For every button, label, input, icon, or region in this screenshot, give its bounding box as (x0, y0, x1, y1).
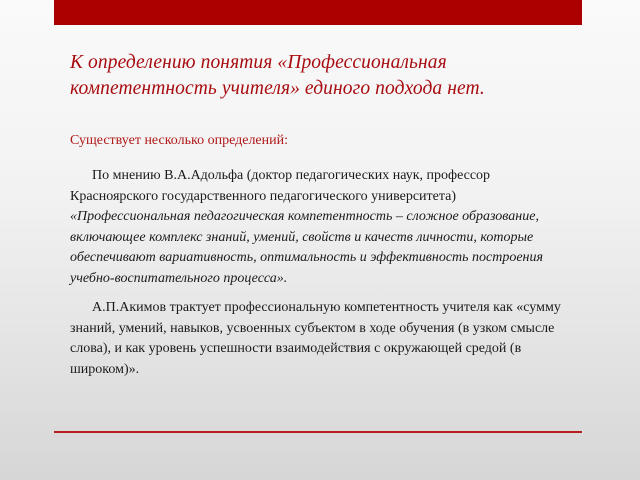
paragraph-akimov-text: А.П.Акимов трактует профессиональную компетентность учителя как «сумму знаний, умений, навыков, усвоенных субъектом в ходе обучения (в узком смысле слова), и как уровень успешности взаимодействия с окружающей средой (в широком)». (70, 300, 561, 377)
slide-title: К определению понятия «Профессиональная компетентность учителя» единого подхода нет. (70, 52, 485, 99)
paragraph-adolf-quote: «Профессиональная педагогическая компетентность – сложное образование, включающее комплекс знаний, умений, свойств и качеств личности, которые обеспечивают вариативность, оптимальность и эффективность построения учебно-воспитательного процесса». (70, 209, 544, 286)
header-accent-bar (54, 0, 582, 25)
paragraph-akimov (70, 298, 570, 380)
paragraph-adolf (70, 166, 570, 289)
slide-subtitle: Существует несколько определений: (70, 133, 289, 148)
paragraph-adolf-intro: По мнению В.А.Адольфа (доктор педагогических наук, профессор Красноярского государственного педагогического университета) (70, 168, 491, 204)
footer-divider-line (54, 431, 582, 433)
